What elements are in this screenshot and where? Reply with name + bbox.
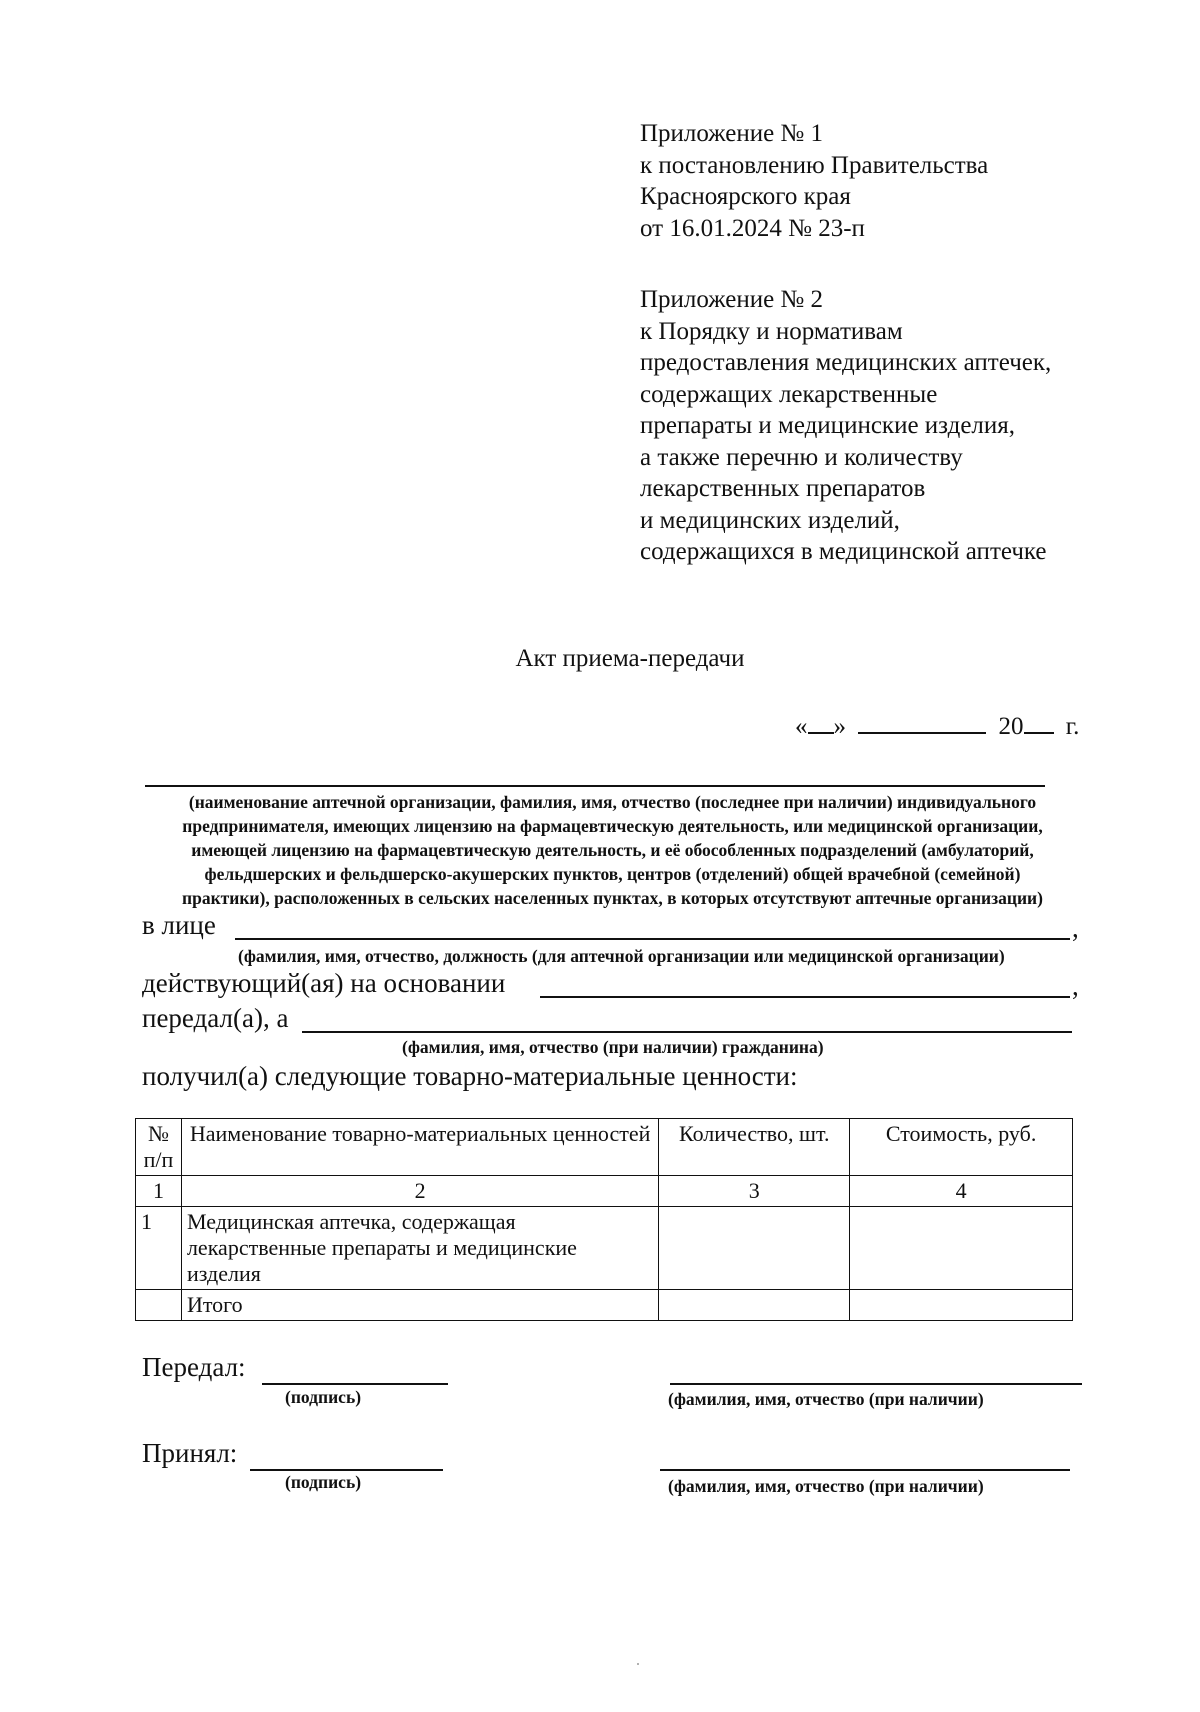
representative-blank[interactable] [235, 938, 1070, 940]
transferred-signature-caption: (подпись) [285, 1387, 362, 1407]
accepted-name-caption: (фамилия, имя, отчество (при наличии) [668, 1476, 984, 1496]
year-prefix: 20 [998, 713, 1024, 740]
date-open-quote: « [795, 713, 808, 740]
date-line [795, 710, 1079, 741]
header-cost: Стоимость, руб. [850, 1119, 1073, 1176]
appendix-1-line: Красноярского края [640, 183, 851, 210]
appendix-2-header [640, 284, 1051, 568]
items-table [135, 1118, 1073, 1321]
transferred-signature-blank[interactable] [262, 1383, 448, 1385]
appendix-2-line: лекарственных препаратов [640, 475, 926, 502]
appendix-2-line: а также перечню и количеству [640, 443, 963, 471]
table-numbering-row [136, 1176, 1073, 1207]
appendix-1-line: от 16.01.2024 № 23-п [640, 214, 865, 242]
organization-caption-line: имеющей лицензию на фармацевтическую деятельность, и её обособленных подразделений (амбулаторий, [191, 840, 1034, 860]
organization-blank[interactable] [145, 785, 1045, 787]
appendix-2-line: препараты и медицинские изделия, [640, 412, 1016, 439]
table-total-row [136, 1290, 1073, 1321]
transferred-name-caption: (фамилия, имя, отчество (при наличии) [668, 1389, 984, 1409]
row-cost[interactable] [850, 1207, 1073, 1290]
transferred-label: Передал: [142, 1352, 246, 1382]
basis-comma: , [1072, 971, 1079, 1001]
table-row [136, 1207, 1073, 1290]
basis-label: действующий(ая) на основании [142, 968, 506, 998]
accepted-signature-blank[interactable] [250, 1469, 443, 1471]
table-header-row [136, 1119, 1073, 1176]
total-number-cell [136, 1290, 182, 1321]
organization-caption-line: фельдшерских и фельдшерско-акушерских пунктов, центров (отделений) общей врачебной (семейной) [204, 864, 1021, 884]
document-title: Акт приема-передачи [515, 645, 745, 672]
header-number: № п/п [136, 1119, 182, 1176]
appendix-2-line: Приложение № 2 [640, 286, 824, 313]
transfer-blank[interactable] [302, 1031, 1072, 1033]
appendix-1-line: к постановлению Правительства [640, 151, 989, 179]
header-name: Наименование товарно-материальных ценностей [181, 1119, 658, 1176]
appendix-1-header [640, 118, 988, 244]
day-blank[interactable] [808, 710, 834, 734]
row-quantity[interactable] [659, 1207, 850, 1290]
representative-label: в лице [142, 910, 216, 940]
appendix-2-line: содержащих лекарственные [640, 380, 938, 408]
organization-caption-line: практики), расположенных в сельских населенных пунктах, в которых отсутствуют аптечные организации) [182, 888, 1043, 908]
total-label: Итого [181, 1290, 658, 1321]
appendix-2-line: содержащихся в медицинской аптечке [640, 538, 1047, 565]
numbering-cell: 3 [659, 1176, 850, 1207]
accepted-signature-caption: (подпись) [285, 1472, 362, 1492]
accepted-label: Принял: [142, 1438, 238, 1468]
numbering-cell: 1 [136, 1176, 182, 1207]
transfer-label: передал(а), а [142, 1003, 289, 1033]
appendix-1-line: Приложение № 1 [640, 120, 824, 147]
basis-blank[interactable] [540, 996, 1070, 998]
received-label: получил(а) следующие товарно-материальные ценности: [142, 1061, 798, 1091]
scan-speck [637, 1663, 639, 1665]
date-close-quote: » [833, 713, 846, 740]
year-blank[interactable] [1024, 710, 1054, 734]
total-cost[interactable] [850, 1290, 1073, 1321]
organization-caption-line: предпринимателя, имеющих лицензию на фармацевтическую деятельность, или медицинской организации, [182, 816, 1043, 836]
accepted-name-blank[interactable] [660, 1469, 1070, 1471]
header-quantity: Количество, шт. [659, 1119, 850, 1176]
row-name: Медицинская аптечка, содержащая лекарственные препараты и медицинские изделия [181, 1207, 658, 1290]
organization-caption [125, 790, 1100, 910]
appendix-2-line: и медицинских изделий, [640, 506, 900, 534]
total-quantity[interactable] [659, 1290, 850, 1321]
representative-caption: (фамилия, имя, отчество, должность (для аптечной организации или медицинской организации) [238, 946, 1005, 966]
organization-caption-line: (наименование аптечной организации, фамилия, имя, отчество (последнее при наличии) индивидуального [188, 792, 1037, 812]
representative-comma: , [1072, 913, 1079, 943]
transferred-name-blank[interactable] [670, 1383, 1082, 1385]
numbering-cell: 2 [181, 1176, 658, 1207]
row-number: 1 [136, 1207, 182, 1290]
appendix-2-line: к Порядку и нормативам [640, 317, 903, 345]
month-blank[interactable] [858, 710, 986, 734]
year-suffix: г. [1065, 713, 1080, 740]
appendix-2-line: предоставления медицинских аптечек, [640, 349, 1052, 376]
numbering-cell: 4 [850, 1176, 1073, 1207]
transfer-caption: (фамилия, имя, отчество (при наличии) гражданина) [402, 1037, 824, 1057]
